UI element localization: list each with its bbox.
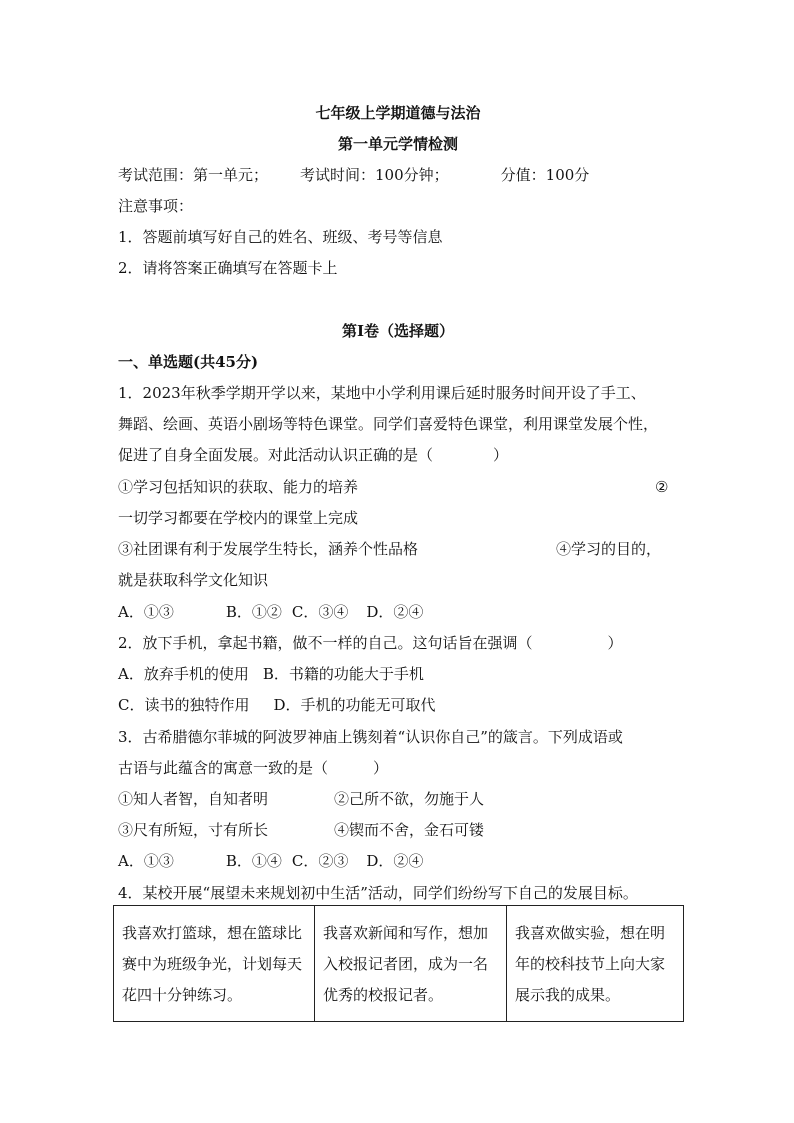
- option-d[interactable]: D．手机的功能无可取代: [273, 696, 436, 714]
- table-cell: 我喜欢做实验，想在明年的校科技节上向大家展示我的成果。: [507, 906, 684, 1022]
- statement: ①知人者智，自知者明: [118, 790, 269, 808]
- question-3-statements-row: [118, 789, 678, 809]
- question-1-options: [118, 602, 678, 622]
- volume-title: 第I卷（选择题）: [341, 322, 455, 340]
- exam-time: 考试时间：100分钟；: [300, 166, 449, 184]
- question-3-stem-line: 3．古希腊德尔菲城的阿波罗神庙上镌刻着“认识你自己”的箴言。下列成语或: [118, 728, 623, 746]
- option-b[interactable]: B．①②: [225, 603, 282, 621]
- option-a[interactable]: A．放弃手机的使用: [118, 665, 249, 683]
- student-goals-table: [113, 905, 684, 1022]
- question-2-stem: 2．放下手机，拿起书籍，做不一样的自己。这句话旨在强调（ ）: [118, 634, 623, 652]
- notes-heading: 注意事项：: [118, 197, 194, 215]
- section-title: 一、单选题(共45分): [118, 353, 259, 371]
- option-c[interactable]: C．②③: [291, 852, 349, 870]
- question-3-statements-row: [118, 820, 678, 840]
- statement: ③社团课有利于发展学生特长，涵养个性品格: [118, 540, 419, 558]
- exam-score: 分值：100分: [500, 166, 590, 184]
- statement: ③尺有所短，寸有所长: [118, 821, 269, 839]
- option-a[interactable]: A．①③: [118, 603, 174, 621]
- question-3-options: [118, 851, 678, 871]
- question-3-stem-line: 古语与此蕴含的寓意一致的是（ ）: [118, 759, 389, 777]
- question-1-statements-row: [118, 477, 678, 497]
- option-c[interactable]: C．读书的独特作用: [118, 696, 250, 714]
- statement: 就是获取科学文化知识: [118, 571, 269, 589]
- statement: ④学习的目的，: [556, 540, 662, 558]
- question-1-statements-row: [118, 539, 678, 559]
- option-c[interactable]: C．③④: [291, 603, 349, 621]
- option-b[interactable]: B．书籍的功能大于手机: [262, 665, 424, 683]
- statement-marker: ②: [655, 478, 669, 496]
- note-item: 2．请将答案正确填写在答题卡上: [118, 259, 338, 277]
- exam-title: 七年级上学期道德与法治: [315, 104, 481, 122]
- table-row: [114, 906, 684, 1022]
- note-item: 1．答题前填写好自己的姓名、班级、考号等信息: [118, 228, 443, 246]
- option-b[interactable]: B．①④: [225, 852, 282, 870]
- statement: ④锲而不舍，金石可镂: [334, 821, 485, 839]
- table-cell: 我喜欢打篮球，想在篮球比赛中为班级争光，计划每天花四十分钟练习。: [114, 906, 315, 1022]
- question-1-stem-line: 舞蹈、绘画、英语小剧场等特色课堂。同学们喜爱特色课堂，利用课堂发展个性，: [118, 415, 659, 433]
- exam-subtitle: 第一单元学情检测: [337, 135, 458, 153]
- option-a[interactable]: A．①③: [118, 852, 174, 870]
- statement: 一切学习都要在学校内的课堂上完成: [118, 509, 359, 527]
- question-1-stem-line: 1．2023年秋季学期开学以来，某地中小学利用课后延时服务时间开设了手工、: [118, 384, 646, 402]
- exam-info: [118, 165, 678, 185]
- statement: ②己所不欲，勿施于人: [334, 790, 485, 808]
- option-d[interactable]: D．②④: [366, 603, 424, 621]
- exam-scope: 考试范围：第一单元；: [118, 166, 269, 184]
- statement: ①学习包括知识的获取、能力的培养: [118, 478, 359, 496]
- question-1-stem-line: 促进了自身全面发展。对此活动认识正确的是（ ）: [118, 446, 509, 464]
- question-2-options-row: [118, 695, 678, 715]
- question-4-stem: 4．某校开展“展望未来规划初中生活”活动，同学们纷纷写下自己的发展目标。: [118, 884, 638, 902]
- question-2-options-row: [118, 664, 678, 684]
- option-d[interactable]: D．②④: [366, 852, 424, 870]
- table-cell: 我喜欢新闻和写作，想加入校报记者团，成为一名优秀的校报记者。: [315, 906, 507, 1022]
